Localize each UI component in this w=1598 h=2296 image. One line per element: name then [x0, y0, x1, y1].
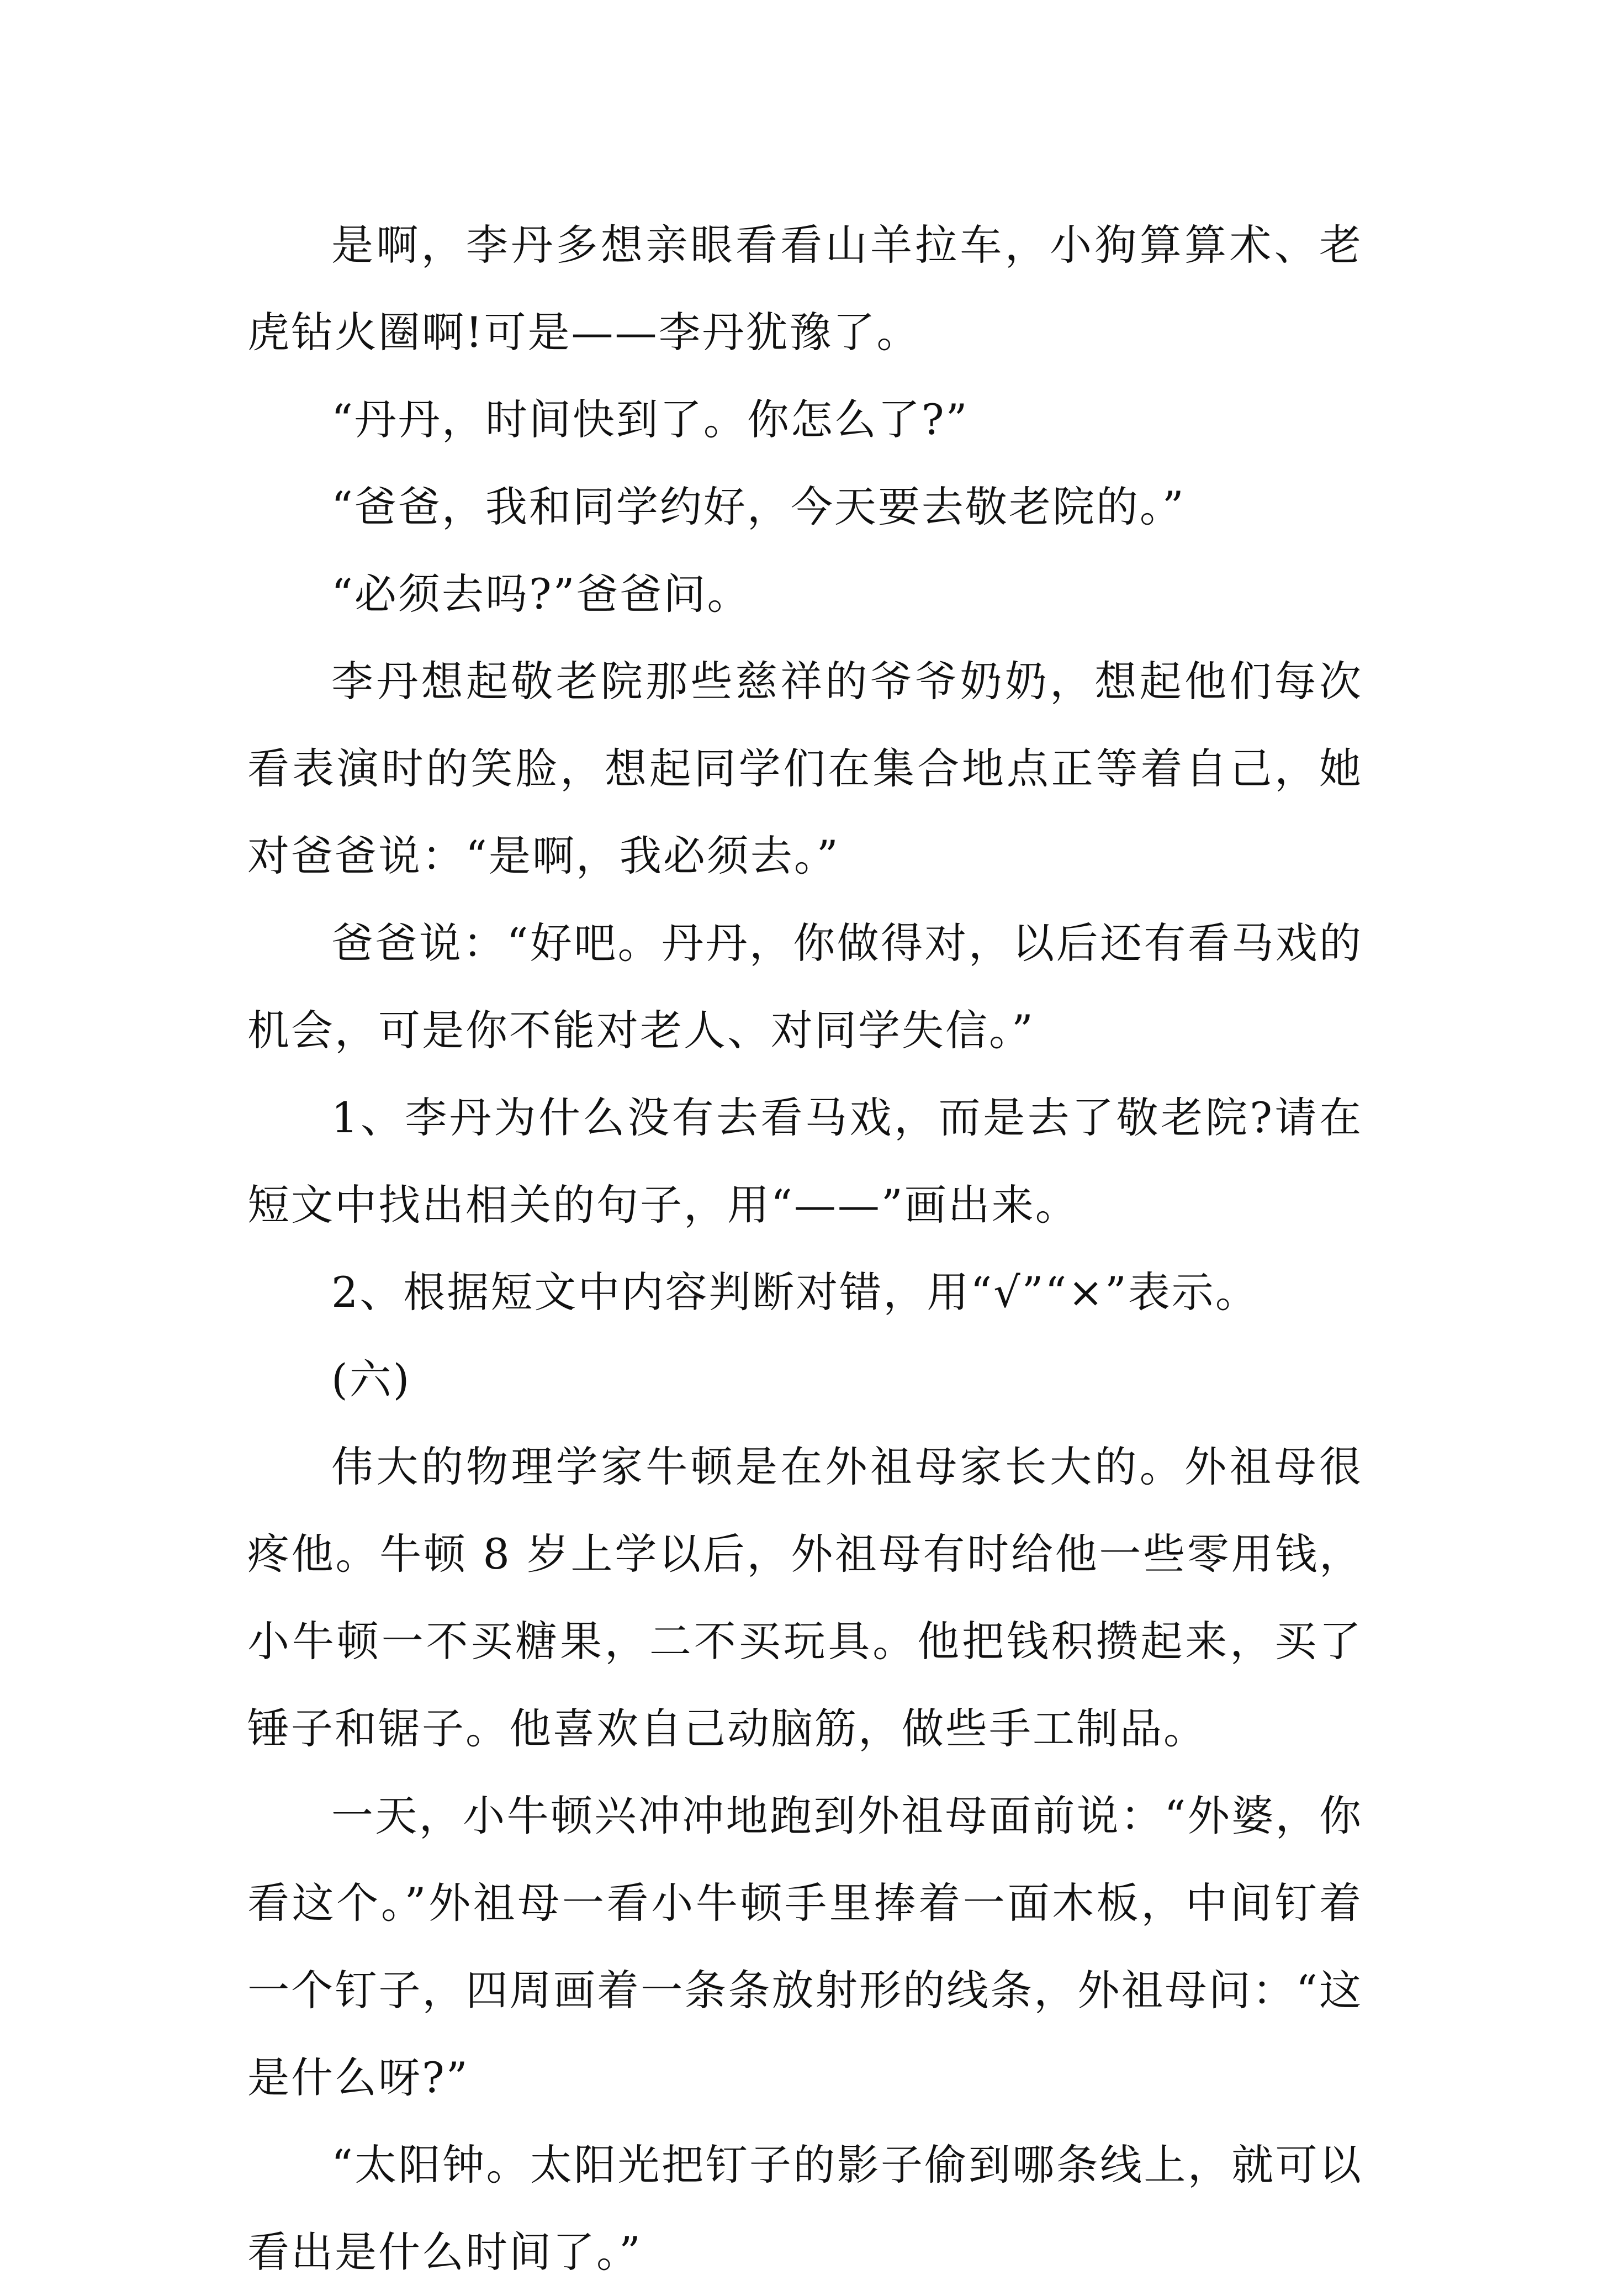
question-2: 2、根据短文中内容判断对错，用“√”“×”表示。 — [331, 1268, 1259, 1317]
paragraph-dad-agrees: 爸爸说：“好吧。丹丹，你做得对，以后还有看马戏的机会，可是你不能对老人、对同学失信。” — [247, 919, 1363, 1055]
paragraph-newton-intro: 伟大的物理学家牛顿是在外祖母家长大的。外祖母很疼他。牛顿 8 岁上学以后，外祖母有时给他一些零用钱，小牛顿一不买糖果，二不买玩具。他把钱积攒起来，买了锤子和锯子。他喜欢自己动脑筋，做些手工制品。 — [247, 1442, 1363, 1753]
paragraph-dad-asks: “丹丹，时间快到了。你怎么了?” — [331, 395, 969, 444]
paragraph-li-dan-replies: “爸爸，我和同学约好，今天要去敬老院的。” — [331, 482, 1186, 531]
paragraph-must-go: “必须去吗?”爸爸问。 — [331, 569, 751, 619]
document-body — [247, 202, 1363, 2296]
section-heading-six: (六) — [331, 1355, 411, 1404]
paragraph-newton-shows: 一天，小牛顿兴冲冲地跑到外祖母面前说：“外婆，你看这个。”外祖母一看小牛顿手里捧着一面木板，中间钉着一个钉子，四周画着一条条放射形的线条，外祖母问：“这是什么呀?” — [247, 1791, 1363, 2102]
paragraph-li-dan-hesitates: 是啊，李丹多想亲眼看看山羊拉车，小狗算算术、老虎钻火圈啊!可是——李丹犹豫了。 — [247, 220, 1363, 357]
paragraph-li-dan-recalls: 李丹想起敬老院那些慈祥的爷爷奶奶，想起他们每次看表演时的笑脸，想起同学们在集合地点正等着自己，她 对爸爸说：“是啊，我必须去。” — [247, 657, 1363, 880]
paragraph-sun-clock: “太阳钟。太阳光把钉子的影子偷到哪条线上，就可以看出是什么时间了。” — [247, 2140, 1363, 2277]
question-1: 1、李丹为什么没有去看马戏，而是去了敬老院?请在短文中找出相关的句子，用“——”画出来。 — [247, 1093, 1363, 1229]
